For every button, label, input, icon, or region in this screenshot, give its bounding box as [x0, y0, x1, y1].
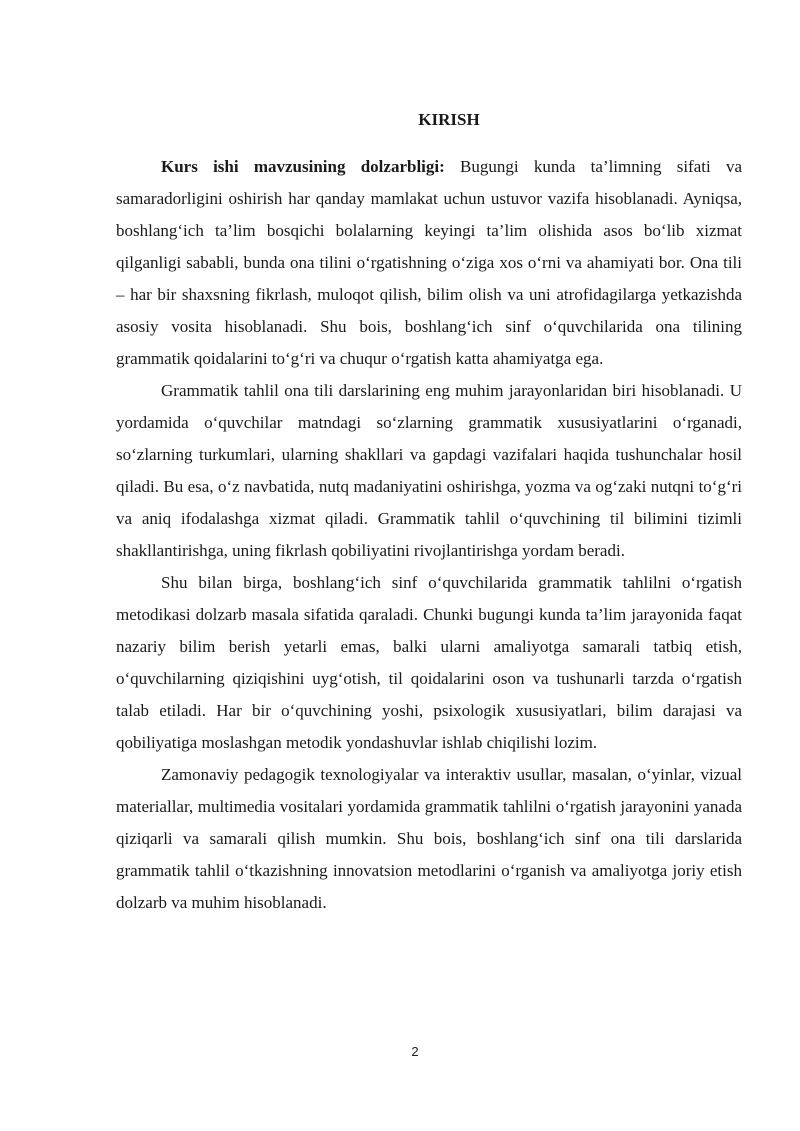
paragraph-relevance — [116, 151, 742, 375]
page-number: 2 — [411, 1044, 419, 1059]
paragraph-text: Bugungi kunda ta’limning sifati va samaradorligini oshirish har qanday mamlakat uchun ustuvor vazifa hisoblanadi. Ayniqsa, boshlang‘ich ta’lim bosqichi bolalarning keyingi ta’lim olishida asos bo‘lib xizmat qilganligi sababli, bunda ona tilini o‘rgatishning o‘ziga xos o‘rni va ahamiyati bor. Ona tili – har bir shaxsning fikrlash, muloqot qilish, bilim olish va uni atrofidagilarga yetkazishda asosiy vosita hisoblanadi. Shu bois, boshlang‘ich sinf o‘quvchilarida ona tilining grammatik qoidalarini to‘g‘ri va chuqur o‘rgatish katta ahamiyatga ega. — [116, 157, 743, 368]
paragraph-grammar-analysis: Grammatik tahlil ona tili darslarining eng muhim jarayonlaridan biri hisoblanadi. U yordamida o‘quvchilar matndagi so‘zlarning grammatik xususiyatlarini o‘rganadi, so‘zlarning turkumlari, ularning shakllari va gapdagi vazifalari haqida tushunchalar hosil qiladi. Bu esa, o‘z navbatida, nutq madaniyatini oshirishga, yozma va og‘zaki nutqni to‘g‘ri va aniq ifodalashga xizmat qiladi. Grammatik tahlil o‘quvchining til bilimini tizimli shakllantirishga, uning fikrlash qobiliyatini rivojlantirishga yordam beradi. — [116, 381, 742, 560]
section-heading: KIRISH — [418, 110, 480, 129]
paragraph-methodology: Shu bilan birga, boshlang‘ich sinf o‘quvchilarida grammatik tahlilni o‘rgatish metodikasi dolzarb masala sifatida qaraladi. Chunki bugungi kunda ta’lim jarayonida faqat nazariy bilim berish yetarli emas, balki ularni amaliyotga samarali tatbiq etish, o‘quvchilarning qiziqishini uyg‘otish, til qoidalarini oson va tushunarli tarzda o‘rgatish talab etiladi. Har bir o‘quvchining yoshi, psixologik xususiyatlari, bilim darajasi va qobiliyatiga moslashgan metodik yondashuvlar ishlab chiqilishi lozim. — [116, 573, 742, 752]
paragraph-lead: Kurs ishi mavzusining dolzarbligi: — [161, 157, 445, 176]
page-content — [116, 106, 742, 919]
paragraph-modern-technologies: Zamonaviy pedagogik texnologiyalar va interaktiv usullar, masalan, o‘yinlar, vizual materiallar, multimedia vositalari yordamida grammatik tahlilni o‘rgatish jarayonini yanada qiziqarli va samarali qilish mumkin. Shu bois, boshlang‘ich sinf ona tili darslarida grammatik tahlil o‘tkazishning innovatsion metodlarini o‘rganish va amaliyotga joriy etish dolzarb va muhim hisoblanadi. — [116, 765, 742, 912]
